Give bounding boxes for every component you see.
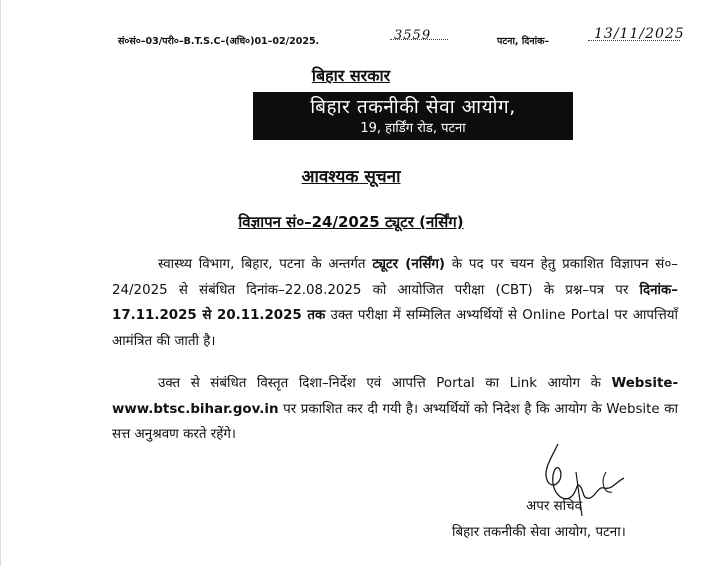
date-handwritten: 13/11/2025 [594,26,685,42]
paragraph-1 [112,252,678,354]
government-heading: बिहार सरकार [311,66,391,85]
p1-date-range: दिनांक–17.11.2025 से 20.11.2025 तक [112,282,678,323]
organization-banner [253,92,573,140]
advertisement-title: विज्ञापन सं०–24/2025 ट्यूटर (नर्सिंग) [238,213,464,231]
place-date-label: पटना, दिनांक– [497,36,550,47]
reference-line [118,26,685,50]
p2-website-link[interactable]: Website- www.btsc.bihar.gov.in [112,376,678,417]
notice-title-row [0,164,702,187]
notice-title: आवश्यक सूचना [301,167,401,187]
p1-text-a: स्वास्थ्य विभाग, बिहार, पटना के अन्तर्गत [158,257,373,272]
letter-number: सं०सं०–03/परी०–B.T.S.C–(अधि०)01–02/2025. [118,36,320,47]
advertisement-row [0,212,702,232]
government-heading-row [0,64,702,86]
organization-name: बिहार तकनीकी सेवा आयोग, [310,96,516,118]
p2-text-a: उक्त से संबंधित विस्तृत दिशा–निर्देश एवं आपत्ति Portal का Link आयोग के [158,376,612,391]
p1-text-b: के पद पर चयन हेतु प्रकाशित विज्ञापन सं०–24/2025 से संबंधित दिनांक–22.08.2025 को आयोजित परीक्षा (CBT) के प्रश्न–पत्र पर [112,257,678,298]
signatory-organization: बिहार तकनीकी सेवा आयोग, पटना। [452,525,626,540]
p1-text-c: उक्त परीक्षा में सम्मिलित अभ्यर्थियों से Online Portal पर आपत्तियाँ आमंत्रित की जाती है। [112,308,678,349]
organization-address: 19, हार्डिंग रोड, पटना [360,121,466,136]
p2-text-b: पर प्रकाशित कर दी गयी है। अभ्यर्थियों को निदेश है कि आयोग के Website का सत्त अनुश्रवण करते रहेंगे। [112,401,678,442]
paragraph-2 [112,371,678,448]
signatory-title: अपर सचिव [526,499,583,514]
p1-post-name: ट्यूटर (नर्सिंग) [372,257,446,272]
letter-number-handwritten: 3559 [394,28,432,43]
